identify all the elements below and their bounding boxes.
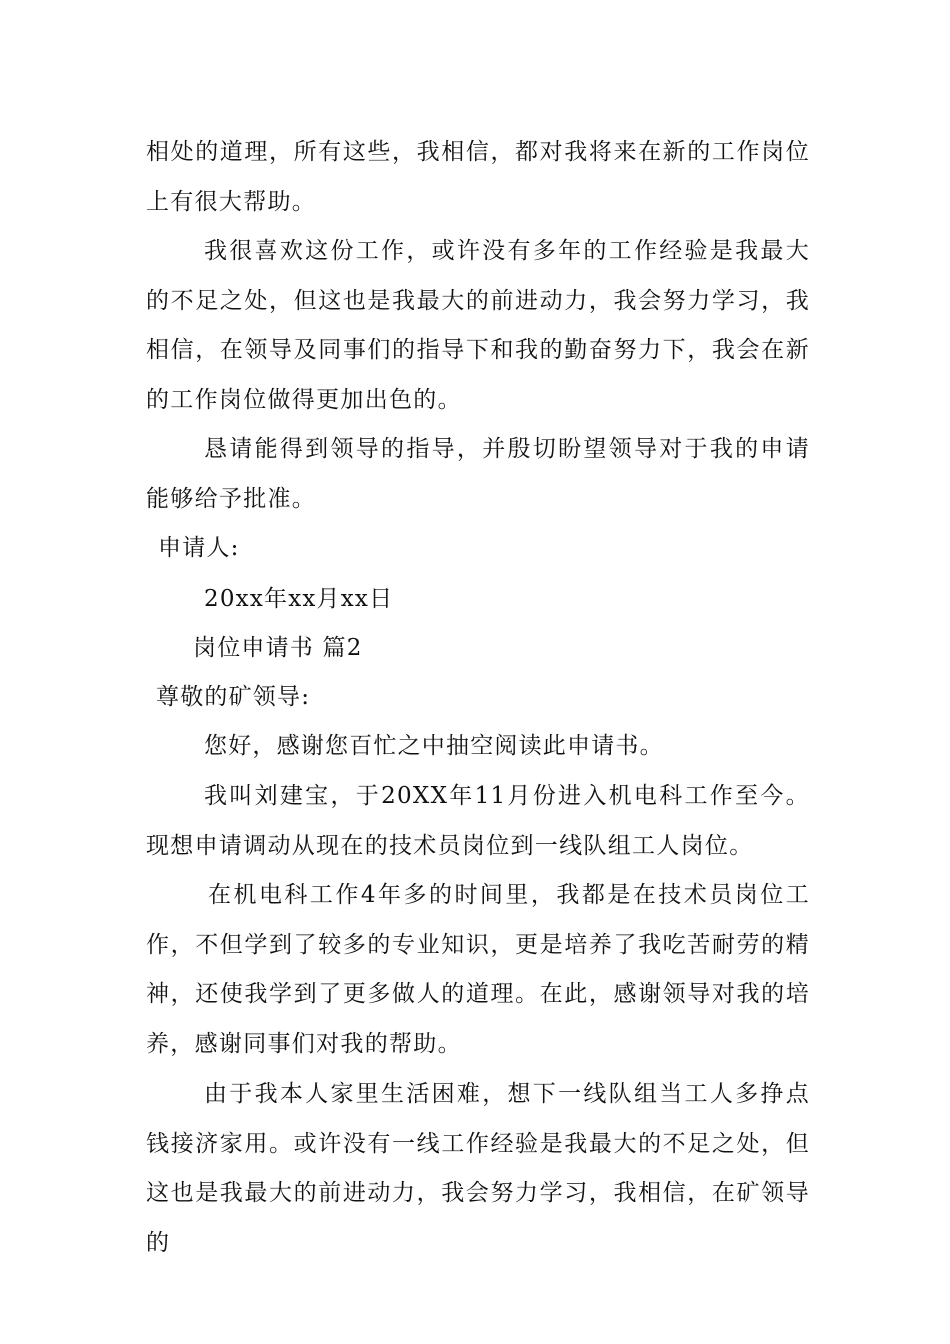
date-line: 20xx年xx月xx日 [204,586,394,612]
paragraph-closing-continued: 相处的道理，所有这些，我相信，都对我将来在新的工作岗位上有很大帮助。 [146,139,810,215]
salutation: 尊敬的矿领导: [156,684,311,710]
applicant-label: 申请人: [158,535,240,561]
paragraph-reason: 由于我本人家里生活困难，想下一线队组当工人多挣点钱接济家用。或许没有一线工作经验是我最大的不足之处，但这也是我最大的前进动力，我会努力学习，我相信，在矿领导的 [146,1081,810,1256]
paragraph-enjoy-work: 我很喜欢这份工作，或许没有多年的工作经验是我最大的不足之处，但这也是我最大的前进动力，我会努力学习，我相信，在领导及同事们的指导下和我的勤奋努力下，我会在新的工作岗位做得更加出色的。 [146,238,810,413]
greeting: 您好，感谢您百忙之中抽空阅读此申请书。 [204,733,664,759]
paragraph-work-experience: 在机电科工作4年多的时间里，我都是在技术员岗位工作，不但学到了较多的专业知识，更是培养了我吃苦耐劳的精神，还使我学到了更多做人的道理。在此，感谢领导对我的培养，感谢同事们对我的帮助。 [146,882,810,1057]
section-heading: 岗位申请书 篇2 [193,635,363,661]
paragraph-introduction: 我叫刘建宝，于20XX年11月份进入机电科工作至今。现想申请调动从现在的技术员岗位到一线队组工人岗位。 [146,783,810,859]
paragraph-request-approval: 恳请能得到领导的指导，并殷切盼望领导对于我的申请能够给予批准。 [146,436,810,512]
